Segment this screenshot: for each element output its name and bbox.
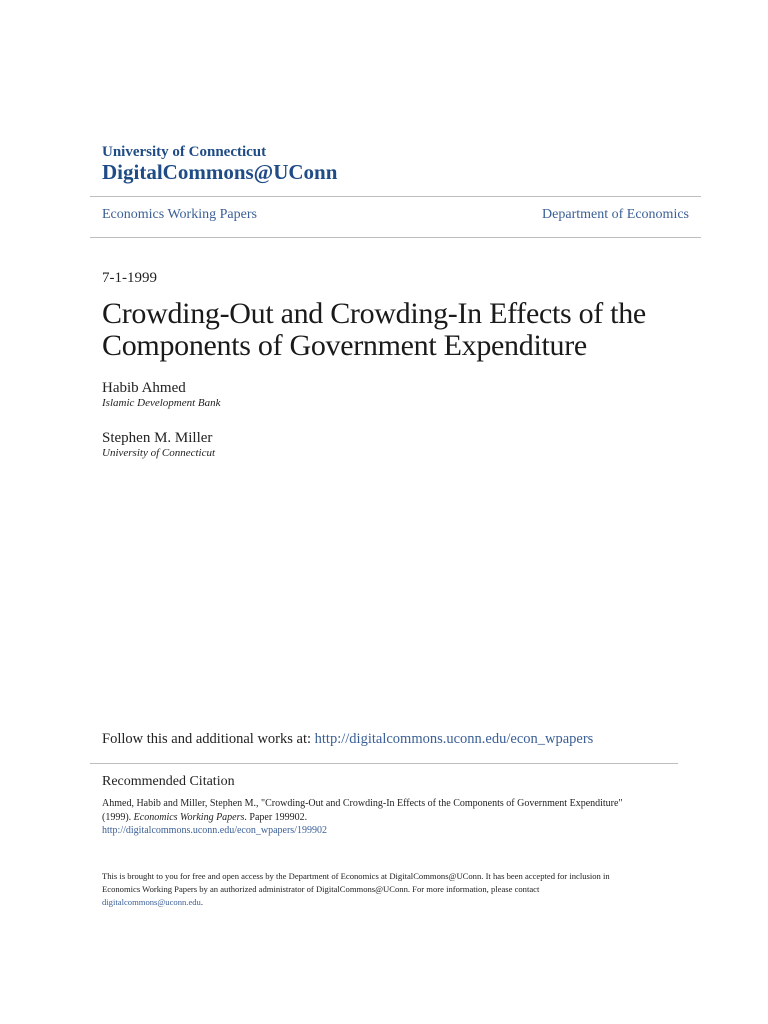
repository-name[interactable]: DigitalCommons@UConn xyxy=(102,160,338,184)
citation-line-1: Ahmed, Habib and Miller, Stephen M., "Crowding-Out and Crowding-In Effects of the Components of Government Expenditure" xyxy=(102,798,623,809)
citation-journal: Economics Working Papers xyxy=(133,811,245,823)
follow-link[interactable]: http://digitalcommons.uconn.edu/econ_wpapers xyxy=(314,731,594,747)
author-affiliation: University of Connecticut xyxy=(102,447,216,459)
author-block-2 xyxy=(102,430,215,459)
paper-title-line-1: Crowding-Out and Crowding-In Effects of the xyxy=(102,297,646,330)
author-name: Habib Ahmed xyxy=(102,380,186,396)
series-link[interactable]: Economics Working Papers xyxy=(102,207,257,222)
follow-line xyxy=(102,731,593,748)
publication-date: 7-1-1999 xyxy=(102,270,157,286)
access-notice-line-2: Economics Working Papers by an authorized administrator of DigitalCommons@UConn. For more information, please contact xyxy=(102,884,540,894)
citation-link[interactable]: http://digitalcommons.uconn.edu/econ_wpapers/199902 xyxy=(102,825,327,836)
author-name: Stephen M. Miller xyxy=(102,430,213,446)
department-link[interactable]: Department of Economics xyxy=(542,207,689,222)
follow-text: Follow this and additional works at: xyxy=(102,731,315,747)
author-affiliation: Islamic Development Bank xyxy=(102,397,221,409)
citation-heading: Recommended Citation xyxy=(102,774,235,789)
top-divider xyxy=(90,196,701,197)
university-name: University of Connecticut xyxy=(102,144,267,160)
access-notice xyxy=(102,870,702,909)
paper-title xyxy=(102,298,702,362)
citation-line-2 xyxy=(102,811,692,825)
email-suffix: . xyxy=(200,897,204,907)
citation-paper-number: . Paper 199902. xyxy=(244,811,308,823)
citation-text xyxy=(102,797,692,838)
author-block-1 xyxy=(102,380,221,409)
nav-divider xyxy=(90,237,701,238)
paper-title-line-2: Components of Government Expenditure xyxy=(102,329,587,362)
contact-email-link[interactable]: digitalcommons@uconn.edu xyxy=(102,897,201,907)
access-notice-line-1: This is brought to you for free and open access by the Department of Economics at DigitalCommons@UConn. It has been accepted for inclusion in xyxy=(102,871,610,881)
citation-year: (1999). xyxy=(102,811,134,823)
citation-divider xyxy=(90,763,678,764)
